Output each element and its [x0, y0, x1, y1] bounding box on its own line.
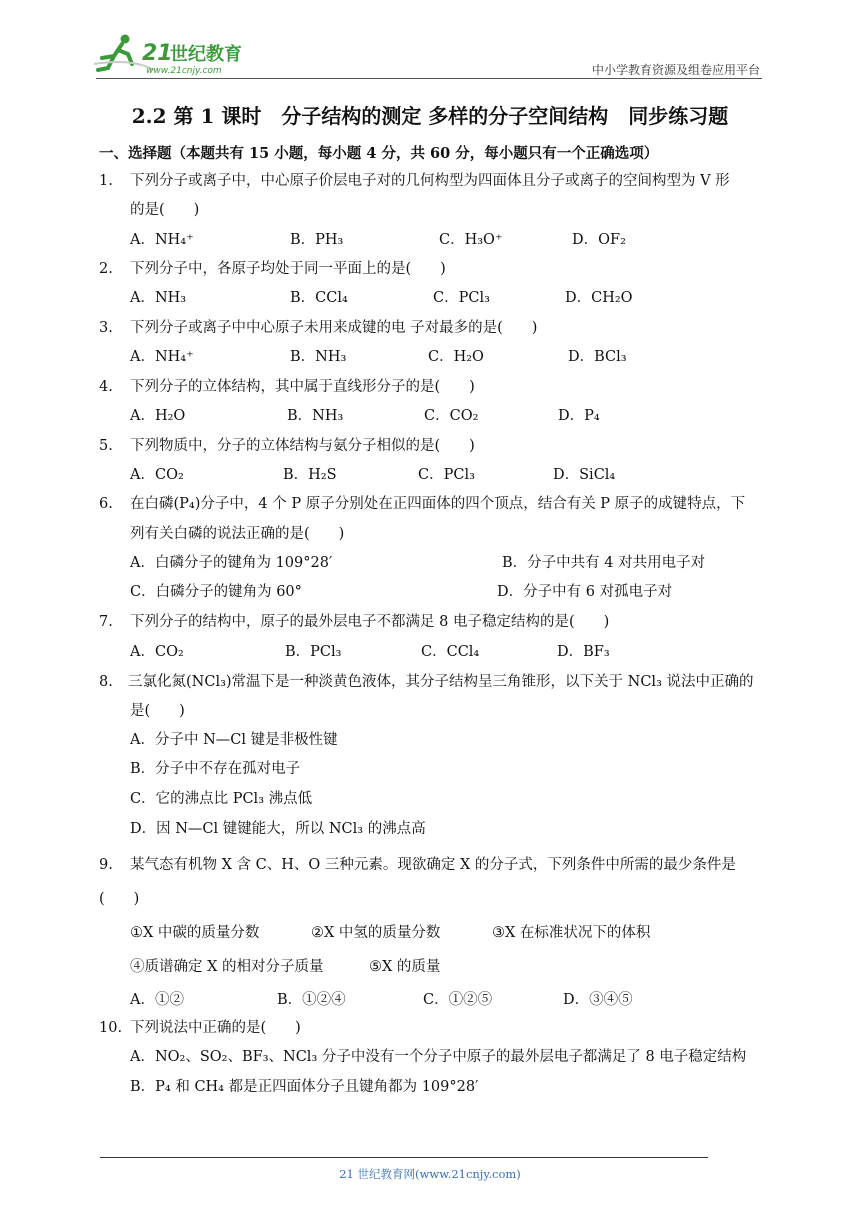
footer-divider — [100, 1157, 708, 1158]
question-8-stem-cont: 是( ) — [130, 703, 185, 719]
question-8-number: 8. — [99, 674, 113, 690]
q8-option-d: D．因 N—Cl 键键能大，所以 NCl₃ 的沸点高 — [130, 821, 426, 837]
question-9-number: 9. — [99, 857, 113, 873]
question-8-stem: 三氯化氮(NCl₃)常温下是一种淡黄色液体，其分子结构呈三角锥形，以下关于 NCl₃ 说法中正确的 — [128, 674, 754, 690]
q8-option-a: A．分子中 N—Cl 键是非极性键 — [130, 732, 338, 748]
svg-text:www.21cnjy.com: www.21cnjy.com — [146, 66, 222, 76]
question-1-stem-cont: 的是( ) — [130, 202, 200, 218]
question-10-stem: 下列说法中正确的是( ) — [130, 1020, 301, 1036]
svg-text:世纪教育: 世纪教育 — [170, 44, 242, 65]
question-6-stem-cont: 列有关白磷的说法正确的是( ) — [130, 526, 345, 542]
q7-option-c: C．CCl₄ — [421, 644, 480, 660]
q5-option-d: D．SiCl₄ — [553, 467, 616, 483]
q2-option-d: D．CH₂O — [565, 290, 633, 306]
q5-option-c: C．PCl₃ — [418, 467, 475, 483]
question-9-stem: 某气态有机物 X 含 C、H、O 三种元素。现欲确定 X 的分子式，下列条件中所需的最少条件是 — [130, 857, 736, 873]
question-2-number: 2. — [99, 261, 113, 277]
q7-option-d: D．BF₃ — [557, 644, 610, 660]
question-7-stem: 下列分子的结构中，原子的最外层电子不都满足 8 电子稳定结构的是( ) — [130, 614, 610, 630]
q1-option-d: D．OF₂ — [572, 232, 626, 248]
question-1-number: 1. — [99, 173, 113, 189]
q10-option-a: A．NO₂、SO₂、BF₃、NCl₃ 分子中没有一个分子中原子的最外层电子都满足了 8 电子稳定结构 — [130, 1049, 747, 1065]
question-3-number: 3. — [99, 320, 113, 336]
q2-option-a: A．NH₃ — [130, 290, 187, 306]
svg-text:21: 21 — [142, 41, 173, 66]
q9-option-a: A．①② — [130, 992, 184, 1008]
question-2-stem: 下列分子中，各原子均处于同一平面上的是( ) — [130, 261, 446, 277]
q7-option-a: A．CO₂ — [130, 644, 184, 660]
q4-option-b: B．NH₃ — [287, 408, 344, 424]
q9-condition-4: ④质谱确定 X 的相对分子质量 — [130, 959, 324, 975]
q3-option-c: C．H₂O — [428, 349, 484, 365]
q2-option-b: B．CCl₄ — [290, 290, 348, 306]
q1-option-c: C．H₃O⁺ — [439, 232, 503, 248]
site-logo — [92, 30, 262, 80]
question-4-stem: 下列分子的立体结构，其中属于直线形分子的是( ) — [130, 379, 475, 395]
q5-option-a: A．CO₂ — [130, 467, 184, 483]
question-9-stem-cont: ( ) — [99, 891, 140, 907]
q10-option-b: B．P₄ 和 CH₄ 都是正四面体分子且键角都为 109°28′ — [130, 1079, 479, 1095]
q6-option-d: D．分子中有 6 对孤电子对 — [497, 584, 673, 600]
question-6-number: 6. — [99, 496, 113, 512]
q2-option-c: C．PCl₃ — [433, 290, 490, 306]
q4-option-d: D．P₄ — [558, 408, 600, 424]
q8-option-b: B．分子中不存在孤对电子 — [130, 761, 301, 777]
q9-option-d: D．③④⑤ — [563, 992, 633, 1008]
header-platform-text: 中小学教育资源及组卷应用平台 — [591, 63, 760, 77]
q9-condition-1: ①X 中碳的质量分数 — [130, 925, 260, 941]
q1-option-b: B．PH₃ — [290, 232, 344, 248]
header-divider — [96, 78, 762, 79]
q4-option-c: C．CO₂ — [424, 408, 479, 424]
section-heading: 一、选择题（本题共有 15 小题，每小题 4 分，共 60 分，每小题只有一个正确选项） — [99, 145, 659, 162]
question-1-stem: 下列分子或离子中，中心原子价层电子对的几何构型为四面体且分子或离子的空间构型为 V 形 — [130, 173, 730, 189]
q8-option-c: C．它的沸点比 PCl₃ 沸点低 — [130, 791, 313, 807]
q6-option-b: B．分子中共有 4 对共用电子对 — [502, 555, 706, 571]
question-10-number: 10. — [99, 1020, 123, 1036]
q9-condition-5: ⑤X 的质量 — [369, 959, 441, 975]
q3-option-b: B．NH₃ — [290, 349, 347, 365]
question-6-stem: 在白磷(P₄)分子中，4 个 P 原子分别处在正四面体的四个顶点，结合有关 P 原子的成键特点，下 — [130, 496, 746, 512]
q1-option-a: A．NH₄⁺ — [130, 232, 194, 248]
q7-option-b: B．PCl₃ — [285, 644, 342, 660]
q3-option-d: D．BCl₃ — [568, 349, 627, 365]
question-3-stem: 下列分子或离子中中心原子未用来成键的电 子对最多的是( ) — [130, 320, 538, 336]
question-5-number: 5. — [99, 438, 113, 454]
q9-condition-3: ③X 在标准状况下的体积 — [492, 925, 651, 941]
q6-option-c: C．白磷分子的键角为 60° — [130, 584, 302, 600]
page-title: 2.2 第 1 课时 分子结构的测定 多样的分子空间结构 同步练习题 — [131, 104, 729, 128]
question-7-number: 7. — [99, 614, 113, 630]
q3-option-a: A．NH₄⁺ — [130, 349, 194, 365]
runner-logo-icon — [92, 30, 262, 80]
question-5-stem: 下列物质中，分子的立体结构与氨分子相似的是( ) — [130, 438, 475, 454]
q9-option-b: B．①②④ — [277, 992, 346, 1008]
footer-link[interactable]: 21 世纪教育网(www.21cnjy.com) — [339, 1167, 521, 1181]
q4-option-a: A．H₂O — [130, 408, 186, 424]
q9-condition-2: ②X 中氢的质量分数 — [311, 925, 441, 941]
q6-option-a: A．白磷分子的键角为 109°28′ — [130, 555, 333, 571]
question-4-number: 4. — [99, 379, 113, 395]
q9-option-c: C．①②⑤ — [423, 992, 493, 1008]
q5-option-b: B．H₂S — [283, 467, 337, 483]
